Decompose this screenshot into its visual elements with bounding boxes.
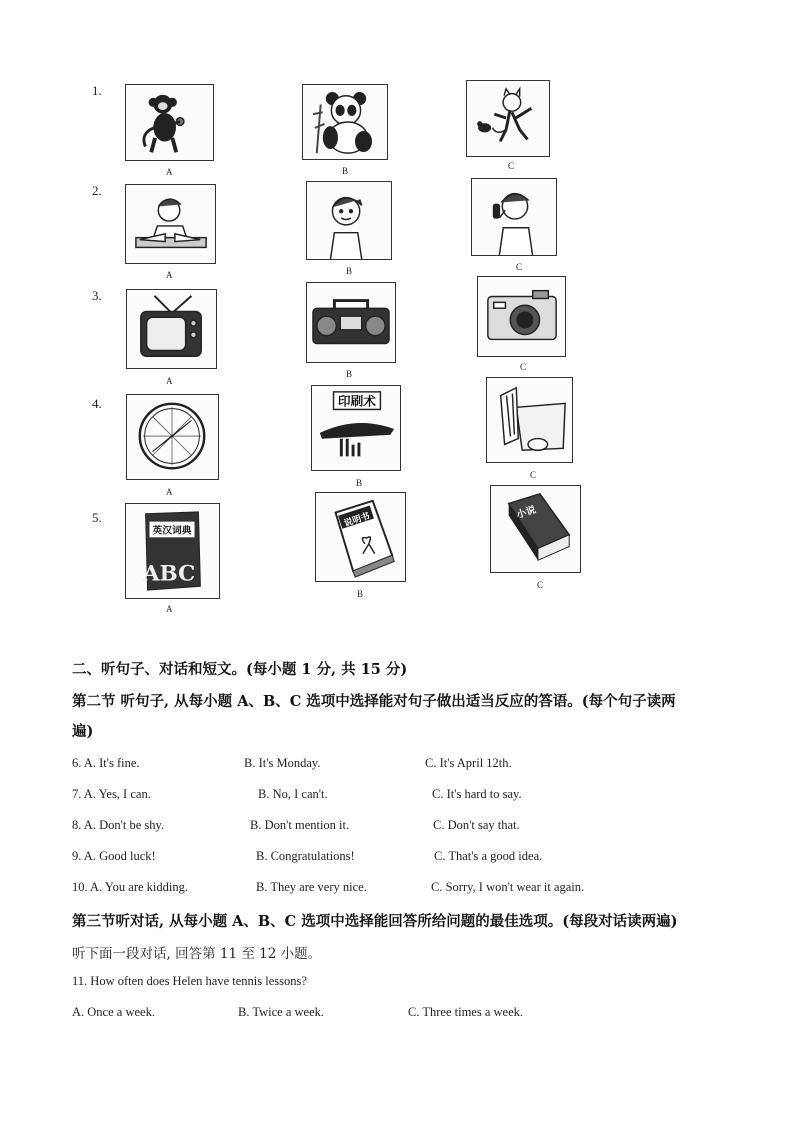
monkey-icon[interactable] [125, 84, 214, 161]
part-2-instructions: 第二节 听句子, 从每小题 A、B、C 选项中选择能对句子做出适当反应的答语。(每个句子读两 [72, 693, 676, 710]
q10-option-b[interactable]: B. They are very nice. [256, 880, 367, 894]
option-label-c: C [508, 161, 515, 171]
question-number-5: 5. [92, 510, 102, 525]
manual-title: 说明书 [342, 511, 372, 530]
part-3-intro: 听下面一段对话, 回答第 11 至 12 小题。 [72, 946, 322, 962]
q8-option-c[interactable]: C. Don't say that. [433, 818, 520, 832]
q7-option-a[interactable]: 7. A. Yes, I can. [72, 787, 151, 801]
option-label-b: B [356, 478, 363, 488]
option-label-c: C [537, 580, 544, 590]
option-label-b: B [346, 266, 353, 276]
option-label-c: C [530, 470, 537, 480]
boy-on-phone-icon[interactable] [471, 178, 557, 256]
option-label-a: A [166, 604, 173, 614]
q9-option-a[interactable]: 9. A. Good luck! [72, 849, 156, 863]
option-label-b: B [346, 369, 353, 379]
question-number-3: 3. [92, 288, 102, 303]
part-3-heading: 第三节听对话, 从每小题 A、B、C 选项中选择能回答所给问题的最佳选项。(每段对话读两遍) [72, 913, 678, 930]
television-icon[interactable] [126, 289, 217, 369]
q10-option-c[interactable]: C. Sorry, I won't wear it again. [431, 880, 585, 894]
compass-icon[interactable] [126, 394, 219, 480]
radio-cassette-icon[interactable] [306, 282, 396, 363]
q10-option-a[interactable]: 10. A. You are kidding. [72, 880, 188, 894]
dictionary-icon[interactable] [125, 503, 220, 599]
printing-icon[interactable] [311, 385, 401, 471]
novel-title: 小说 [515, 504, 538, 522]
boy-standing-icon[interactable] [306, 181, 392, 260]
q7-option-b[interactable]: B. No, I can't. [258, 787, 328, 801]
q9-option-c[interactable]: C. That's a good idea. [434, 849, 543, 863]
q9-option-b[interactable]: B. Congratulations! [256, 849, 355, 863]
q6-option-c[interactable]: C. It's April 12th. [425, 756, 512, 770]
camera-icon[interactable] [477, 276, 566, 357]
cat-and-mouse-icon[interactable] [466, 80, 550, 157]
panda-icon[interactable] [302, 84, 388, 160]
q11-option-c[interactable]: C. Three times a week. [408, 1005, 524, 1019]
q8-option-b[interactable]: B. Don't mention it. [250, 818, 350, 832]
abc-letters: ABC [142, 561, 196, 587]
q7-option-c[interactable]: C. It's hard to say. [432, 787, 522, 801]
option-label-a: A [166, 487, 173, 497]
question-number-4: 4. [92, 396, 102, 411]
option-label-c: C [520, 362, 527, 372]
part-2-instructions-cont: 遍) [72, 723, 94, 740]
q11-question: 11. How often does Helen have tennis lessons? [72, 974, 307, 988]
novel-book-icon[interactable] [490, 485, 581, 573]
section-2-heading: 二、听句子、对话和短文。(每小题 1 分, 共 15 分) [72, 661, 408, 678]
q8-option-a[interactable]: 8. A. Don't be shy. [72, 818, 165, 832]
boy-reading-icon[interactable] [125, 184, 216, 264]
printing-title: 印刷术 [337, 393, 377, 409]
option-label-a: A [166, 376, 173, 386]
option-label-a: A [166, 167, 173, 177]
dictionary-title: 英汉词典 [152, 525, 192, 537]
question-number-1: 1. [92, 83, 102, 98]
q11-option-b[interactable]: B. Twice a week. [238, 1005, 325, 1019]
option-label-b: B [357, 589, 364, 599]
option-label-a: A [166, 270, 173, 280]
option-label-c: C [516, 262, 523, 272]
question-number-2: 2. [92, 183, 102, 198]
option-label-b: B [342, 166, 349, 176]
paper-scroll-icon[interactable] [486, 377, 573, 463]
q6-option-a[interactable]: 6. A. It's fine. [72, 756, 140, 770]
q6-option-b[interactable]: B. It's Monday. [244, 756, 321, 770]
manual-book-icon[interactable] [315, 492, 406, 582]
q11-option-a[interactable]: A. Once a week. [72, 1005, 155, 1019]
